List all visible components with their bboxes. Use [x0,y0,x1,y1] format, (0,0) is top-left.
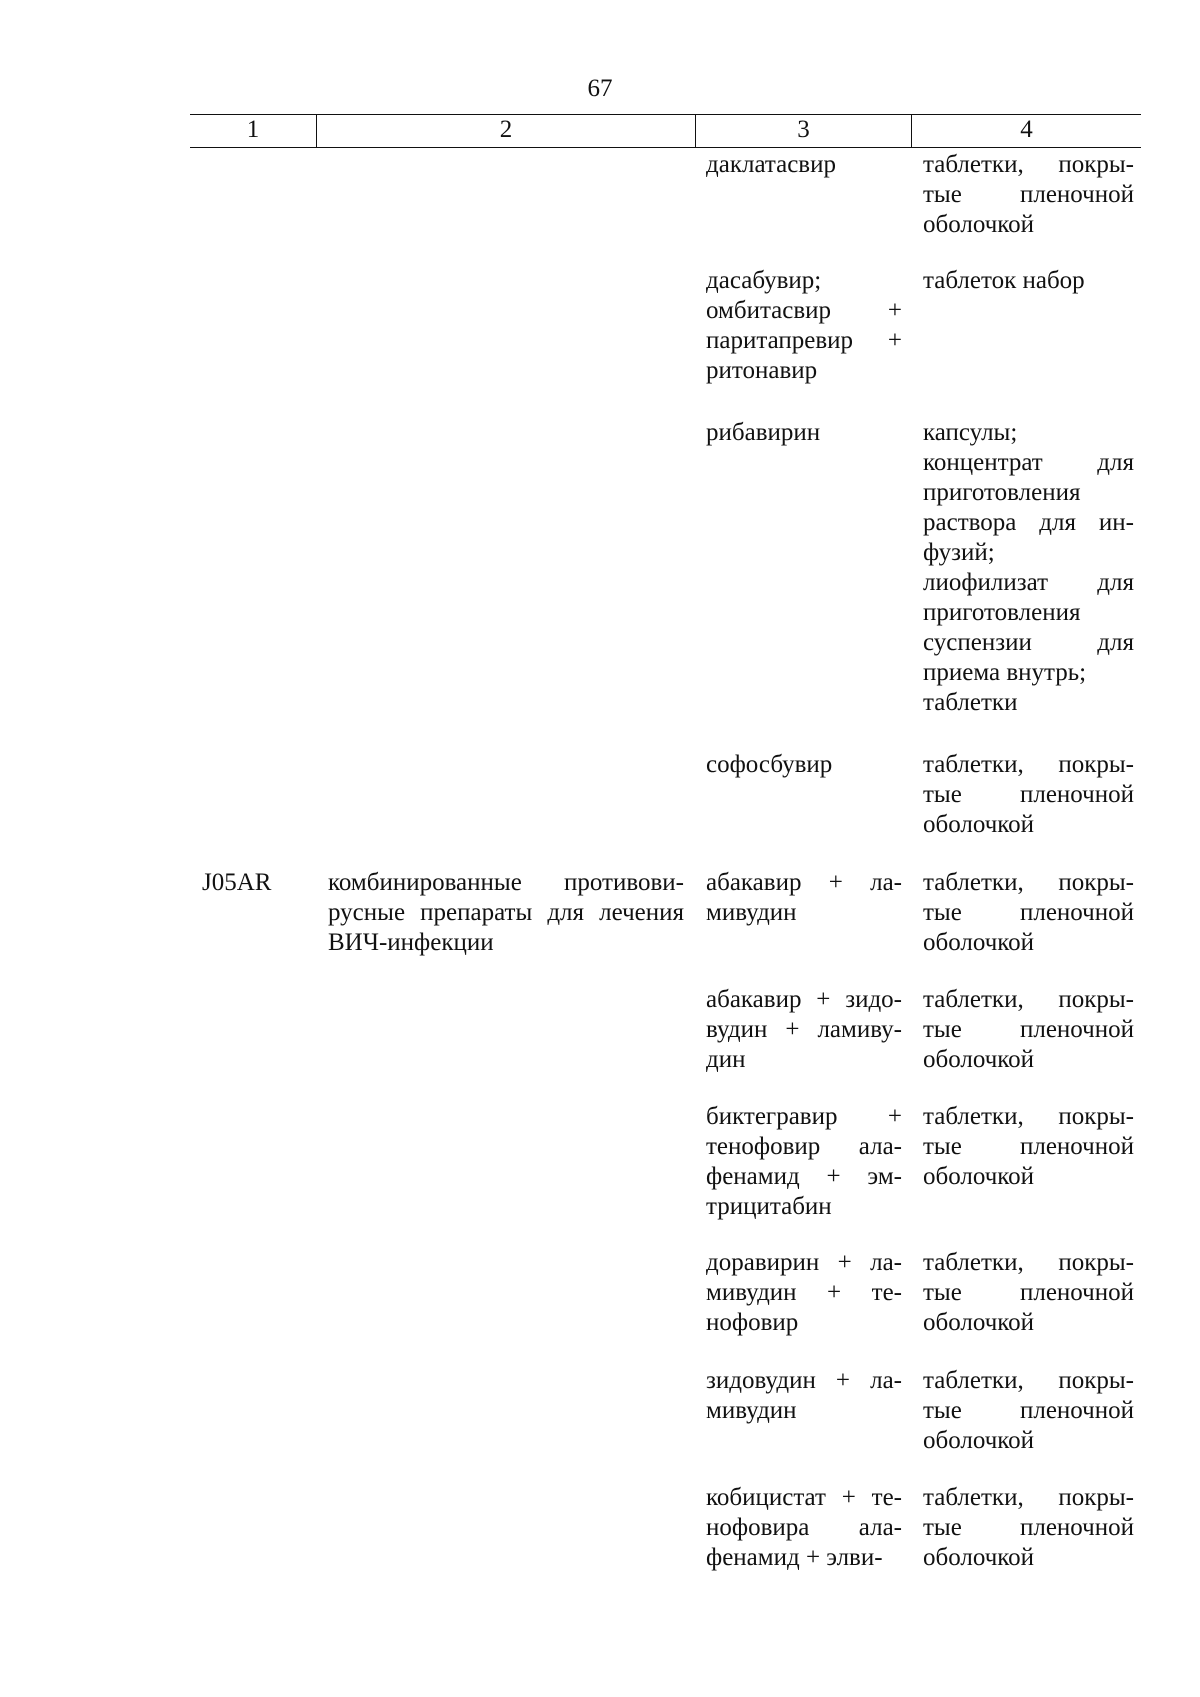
drug-name-cell-line: мивудин [706,1397,797,1424]
column-header-3: 3 [695,115,911,147]
dosage-form-cell-line: тые пленочной [923,899,1134,926]
dosage-form-cell [923,418,1134,718]
drug-name-cell [706,750,902,780]
dosage-form-cell-line: тые пленочной [923,181,1134,208]
drug-name-cell [706,1366,902,1426]
dosage-form-cell-line: приготовления [923,599,1081,626]
atc-code-cell-line: J05AR [202,869,272,896]
dosage-form-cell-line: таблетки, покры- [923,1367,1134,1394]
drug-name-cell-line: тенофовир ала- [706,1133,902,1160]
dosage-form-cell [923,1366,1134,1456]
dosage-form-cell-line: таблетки, покры- [923,751,1134,778]
drug-name-cell [706,418,902,448]
dosage-form-cell [923,750,1134,840]
dosage-form-cell-line: таблетки, покры- [923,151,1134,178]
drug-name-cell-line: софосбувир [706,751,833,778]
dosage-form-cell-line: приема внутрь; [923,659,1087,686]
dosage-form-cell-line: тые пленочной [923,1133,1134,1160]
group-name-cell-line: русные препараты для лечения [328,899,684,926]
drug-name-cell-line: ритонавир [706,357,818,384]
dosage-form-cell-line: лиофилизат для [923,569,1134,596]
drug-name-cell [706,266,902,386]
atc-code-cell [202,868,302,898]
group-name-cell [328,868,684,958]
dosage-form-cell-line: оболочкой [923,1046,1035,1073]
drug-name-cell-line: фенамид + элви- [706,1544,883,1571]
dosage-form-cell-line: тые пленочной [923,1514,1134,1541]
drug-name-cell-line: абакавир + зидо- [706,986,902,1013]
dosage-form-cell-line: таблетки, покры- [923,869,1134,896]
dosage-form-cell-line: фузий; [923,539,995,566]
dosage-form-cell-line: таблетки, покры- [923,986,1134,1013]
drug-name-cell-line: кобицистат + те- [706,1484,902,1511]
drug-name-cell [706,985,902,1075]
drug-name-cell-line: трицитабин [706,1193,832,1220]
dosage-form-cell [923,985,1134,1075]
dosage-form-cell-line: тые пленочной [923,1397,1134,1424]
group-name-cell-line: комбинированные противови- [328,869,684,896]
drug-name-cell-line: дин [706,1046,746,1073]
dosage-form-cell-line: оболочкой [923,1427,1035,1454]
group-name-cell-line: ВИЧ-инфекции [328,929,494,956]
dosage-form-cell-line: суспензии для [923,629,1134,656]
dosage-form-cell-line: капсулы; [923,419,1018,446]
dosage-form-cell-line: концентрат для [923,449,1134,476]
dosage-form-cell-line: тые пленочной [923,1279,1134,1306]
dosage-form-cell [923,1248,1134,1338]
drug-name-cell-line: доравирин + ла- [706,1249,902,1276]
page-number: 67 [587,75,613,102]
dosage-form-cell-line: таблетки [923,689,1018,716]
dosage-form-cell-line: оболочкой [923,1163,1035,1190]
drug-name-cell-line: нофовир [706,1309,799,1336]
dosage-form-cell-line: таблеток набор [923,267,1085,294]
table-header-row [190,114,1141,148]
drug-name-cell-line: даклатасвир [706,151,836,178]
drug-name-cell [706,1248,902,1338]
drug-name-cell-line: паритапревир + [706,327,902,354]
dosage-form-cell-line: тые пленочной [923,1016,1134,1043]
drug-name-cell [706,1102,902,1222]
dosage-form-cell-line: таблетки, покры- [923,1103,1134,1130]
dosage-form-cell-line: оболочкой [923,211,1035,238]
drug-name-cell-line: абакавир + ла- [706,869,902,896]
drug-name-cell [706,150,902,180]
column-header-4: 4 [911,115,1141,147]
column-header-2: 2 [316,115,695,147]
dosage-form-cell-line: оболочкой [923,1309,1035,1336]
dosage-form-cell-line: оболочкой [923,1544,1035,1571]
dosage-form-cell [923,1483,1134,1573]
dosage-form-cell [923,150,1134,240]
drug-name-cell-line: мивудин [706,899,797,926]
drug-name-cell-line: вудин + ламиву- [706,1016,902,1043]
dosage-form-cell-line: оболочкой [923,811,1035,838]
dosage-form-cell-line: таблетки, покры- [923,1484,1134,1511]
drug-name-cell-line: мивудин + те- [706,1279,902,1306]
dosage-form-cell-line: таблетки, покры- [923,1249,1134,1276]
drug-name-cell-line: дасабувир; [706,267,822,294]
drug-name-cell [706,868,902,928]
column-header-1: 1 [246,116,260,143]
dosage-form-cell-line: оболочкой [923,929,1035,956]
drug-name-cell-line: зидовудин + ла- [706,1367,902,1394]
dosage-form-cell-line: раствора для ин- [923,509,1134,536]
dosage-form-cell [923,266,1134,296]
dosage-form-cell-line: тые пленочной [923,781,1134,808]
drug-name-cell-line: рибавирин [706,419,821,446]
drug-name-cell-line: нофовира ала- [706,1514,902,1541]
dosage-form-cell [923,1102,1134,1192]
drug-name-cell-line: биктегравир + [706,1103,902,1130]
drug-name-cell-line: омбитасвир + [706,297,902,324]
drug-name-cell-line: фенамид + эм- [706,1163,902,1190]
drug-name-cell [706,1483,902,1573]
dosage-form-cell [923,868,1134,958]
dosage-form-cell-line: приготовления [923,479,1081,506]
